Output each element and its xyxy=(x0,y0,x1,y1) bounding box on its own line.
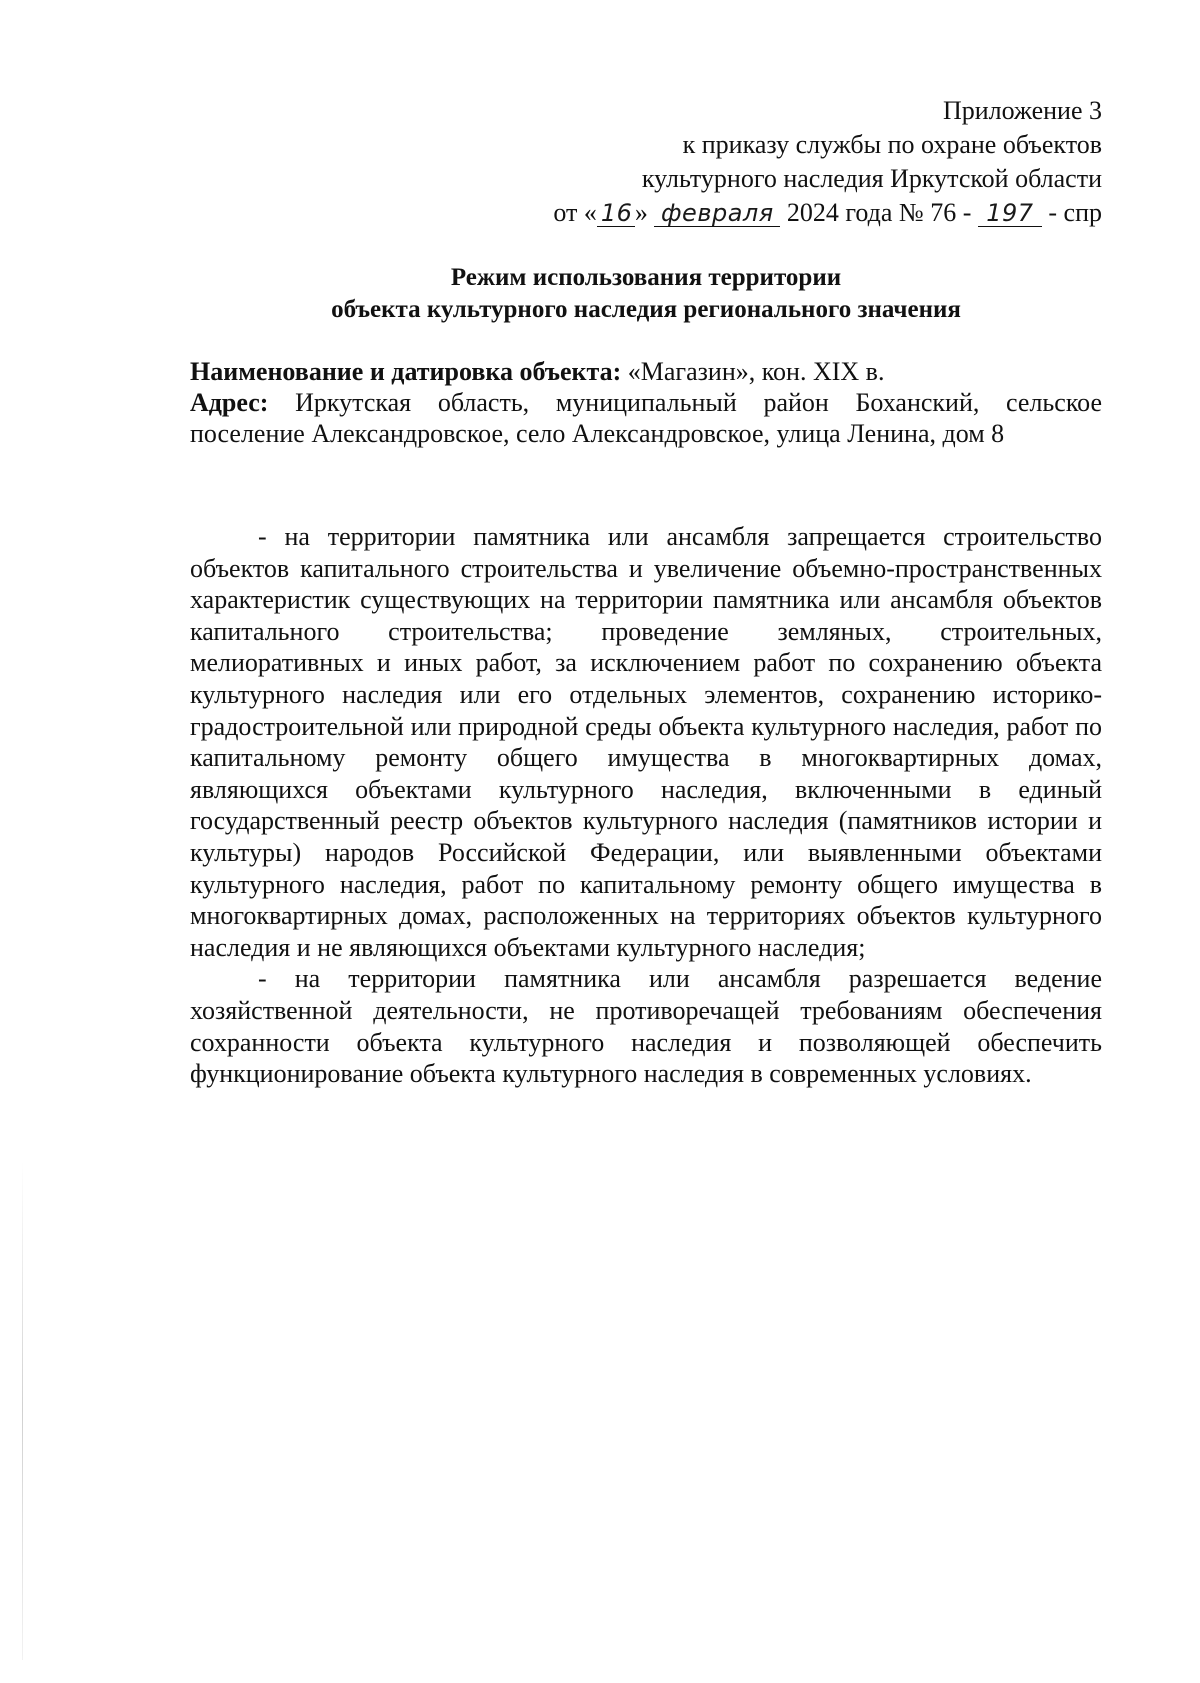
appendix-header xyxy=(402,94,1102,230)
appendix-number: Приложение 3 xyxy=(942,96,1102,125)
handwritten-order-number: 197 xyxy=(978,200,1042,227)
object-address-row xyxy=(190,387,1102,449)
object-address-label: Адрес: xyxy=(190,388,269,417)
object-details xyxy=(190,356,1102,449)
appendix-authority-line: культурного наследия Иркутской области xyxy=(641,164,1102,193)
appendix-order-line: к приказу службы по охране объектов xyxy=(682,130,1102,159)
object-name-label: Наименование и датировка объекта: xyxy=(190,357,622,386)
appendix-date-line xyxy=(402,196,1102,230)
handwritten-day: 16 xyxy=(597,200,635,227)
usage-regime-text xyxy=(190,521,1102,1090)
scan-edge-mark xyxy=(22,1160,23,1660)
title-line-1: Режим использования территории xyxy=(450,264,842,291)
document-title xyxy=(190,262,1102,326)
order-suffix: - спр xyxy=(1048,198,1102,227)
date-year-text: 2024 года № 76 - xyxy=(786,198,972,227)
object-address-value: Иркутская область, муниципальный район Боханский, сельское поселение Александровское, село Александровское, улица Ленина, дом 8 xyxy=(190,388,1102,448)
handwritten-month: февраля xyxy=(654,200,780,227)
object-name-row xyxy=(190,356,1102,387)
paragraph-permissions: - на территории памятника или ансамбля разрешается ведение хозяйственной деятельности, не противоречащей требованиям обеспечения сохранности объекта культурного наследия и позволяющей обеспечить функционирование объекта культурного наследия в современных условиях. xyxy=(190,964,1102,1089)
object-name-value: «Магазин», кон. XIX в. xyxy=(627,357,885,386)
date-day-close: » xyxy=(634,198,648,227)
date-prefix: от « xyxy=(553,198,597,227)
paragraph-prohibitions: - на территории памятника или ансамбля запрещается строительство объектов капитального строительства и увеличение объемно-пространственных характеристик существующих на территории памятника или ансамбля объектов капитального строительства; проведение земляных, строительных, мелиоративных и иных работ, за исключением работ по сохранению объекта культурного наследия или его отдельных элементов, сохранению историко-градостроительной или природной среды объекта культурного наследия, работ по капитальному ремонту общего имущества в многоквартирных домах, являющихся объектами культурного наследия, включенными в единый государственный реестр объектов культурного наследия (памятников истории и культуры) народов Российской Федерации, или выявленными объектами культурного наследия, работ по капитальному ремонту общего имущества в многоквартирных домах, расположенных на территориях объектов культурного наследия и не являющихся объектами культурного наследия; xyxy=(190,522,1102,962)
title-line-2: объекта культурного наследия регионального значения xyxy=(331,296,961,323)
